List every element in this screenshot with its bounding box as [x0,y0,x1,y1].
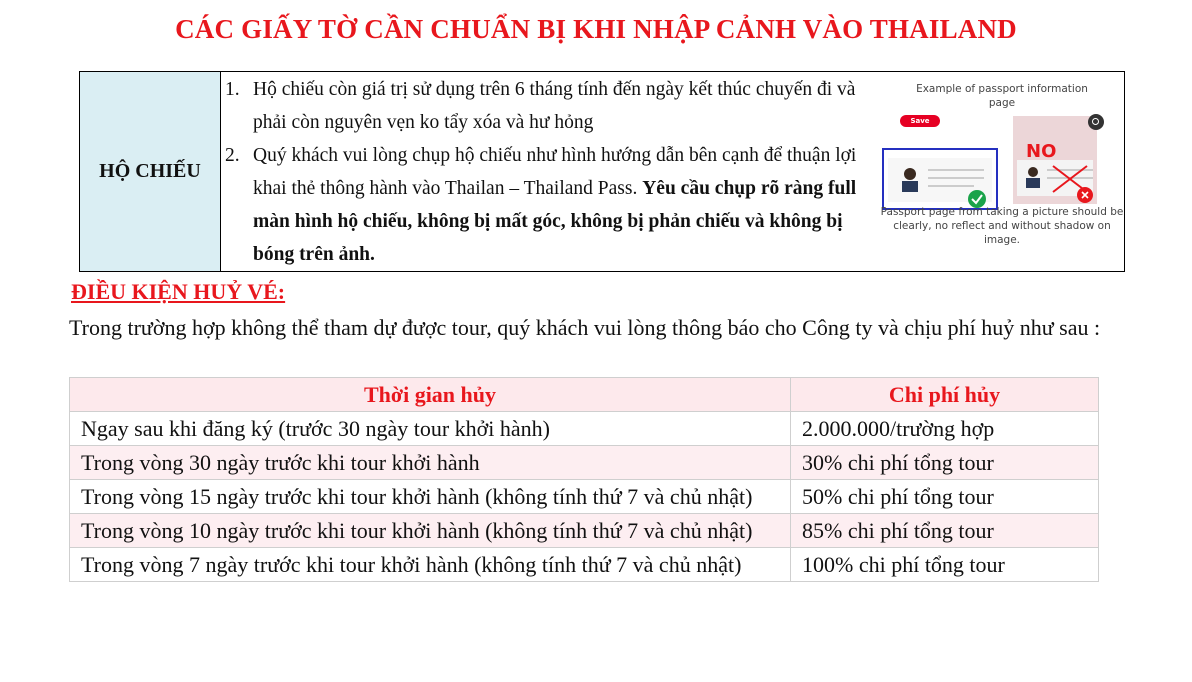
passport-item-1 [225,73,865,139]
passport-requirements-box [79,71,1125,272]
item-text: Hộ chiếu còn giá trị sử dụng trên 6 tháng tính đến ngày kết thúc chuyến đi và phải còn nguyên vẹn ko tẩy xóa và hư hỏng [253,79,856,133]
good-example-card [882,148,998,210]
table-row [70,480,1099,514]
header-fee: Chi phí hủy [791,378,1099,412]
cell-time: Ngay sau khi đăng ký (trước 30 ngày tour khởi hành) [70,412,791,446]
item-bold-text: Yêu cầu chụp rõ ràng full màn hình hộ chiếu, không bị mất góc, không bị phản chiếu và không bị bóng trên ảnh. [253,178,857,265]
cell-fee: 30% chi phí tổng tour [791,446,1099,480]
no-label: NO [1026,141,1057,162]
table-row [70,446,1099,480]
good-passport-illustration [884,150,996,208]
passport-requirements-list [225,73,865,271]
cell-fee: 100% chi phí tổng tour [791,548,1099,582]
cancellation-fee-table [69,377,1099,582]
item-number: 1. [225,79,240,100]
table-row [70,548,1099,582]
cell-time: Trong vòng 15 ngày trước khi tour khởi hành (không tính thứ 7 và chủ nhật) [70,480,791,514]
cell-fee: 2.000.000/trường hợp [791,412,1099,446]
cell-time: Trong vòng 30 ngày trước khi tour khởi hành [70,446,791,480]
cell-time: Trong vòng 10 ngày trước khi tour khởi hành (không tính thứ 7 và chủ nhật) [70,514,791,548]
table-row [70,412,1099,446]
image-caption-bottom: Passport page from taking a picture should be clearly, no reflect and without shadow on image. [880,206,1124,246]
visual-search-icon[interactable] [1088,114,1104,130]
table-header-row [70,378,1099,412]
passport-example-image [880,78,1124,258]
image-caption-top: Example of passport information page [916,83,1088,109]
save-label: Save [910,117,930,125]
table-row [70,514,1099,548]
cell-time: Trong vòng 7 ngày trước khi tour khởi hành (không tính thứ 7 và chủ nhật) [70,548,791,582]
cancellation-intro: Trong trường hợp không thể tham dự được tour, quý khách vui lòng thông báo cho Công ty và chịu phí huỷ như sau : [69,315,1101,340]
pinterest-save-button[interactable] [900,115,940,127]
cancellation-heading: ĐIỀU KIỆN HUỶ VÉ: [71,279,286,304]
page-title: CÁC GIẤY TỜ CẦN CHUẨN BỊ KHI NHẬP CẢNH VÀO THAILAND [175,14,1017,44]
passport-item-2 [225,139,865,271]
item-number: 2. [225,145,240,166]
passport-label: HỘ CHIẾU [80,72,221,271]
header-time: Thời gian hủy [70,378,791,412]
cell-fee: 50% chi phí tổng tour [791,480,1099,514]
cell-fee: 85% chi phí tổng tour [791,514,1099,548]
item-text: Quý khách vui lòng chụp hộ chiếu như hình hướng dẫn bên cạnh để thuận lợi khai thẻ thông hành vào Thailan – Thailand Pass. [253,145,857,199]
